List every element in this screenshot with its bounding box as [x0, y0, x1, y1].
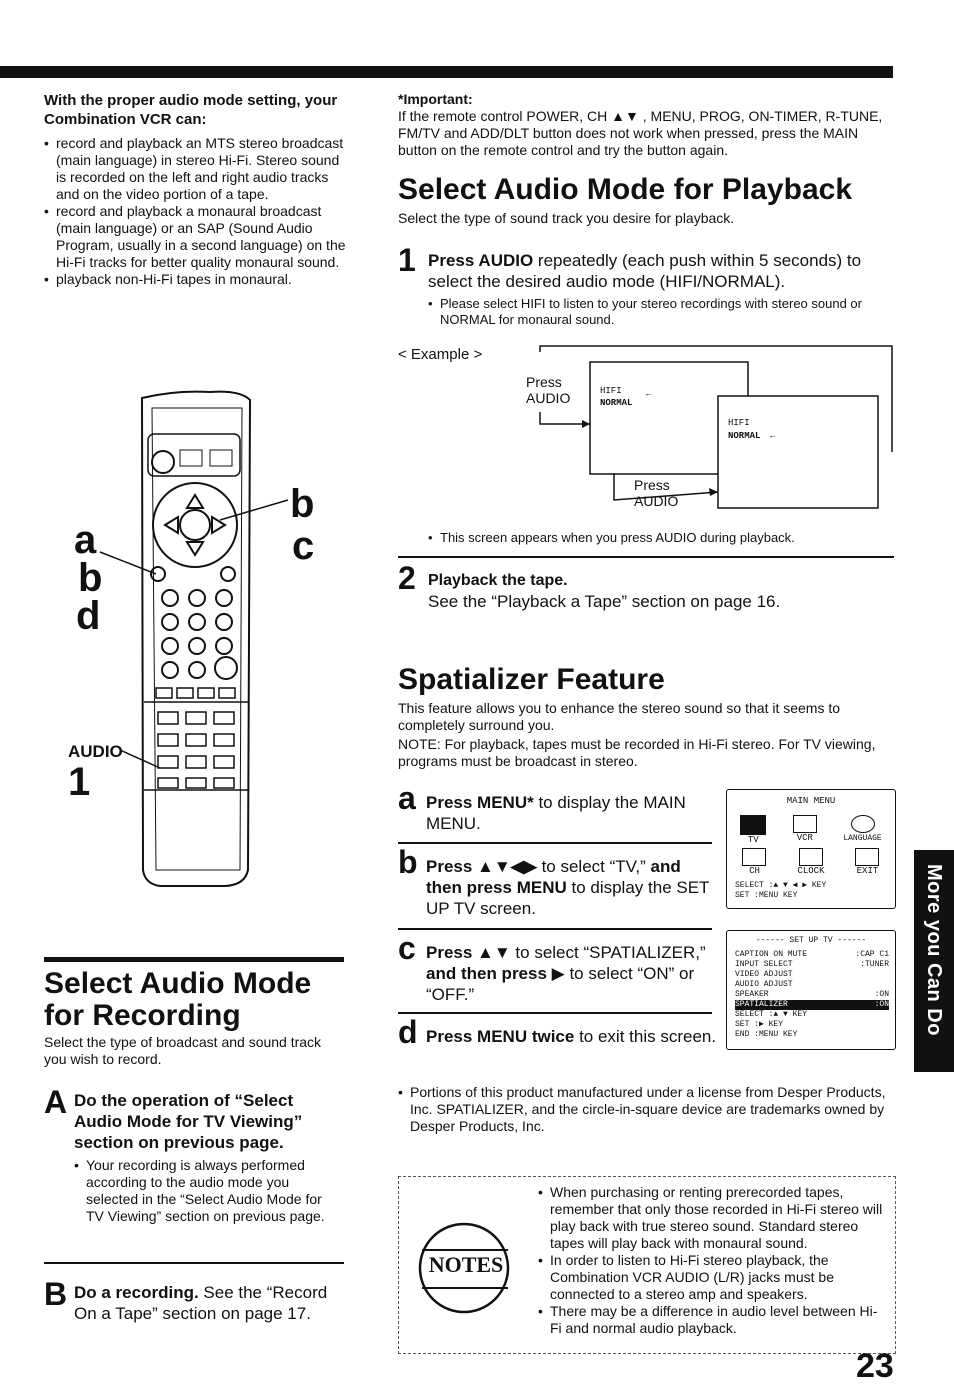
setup-row-value: :ON	[874, 990, 889, 999]
list-item: • Portions of this product manufactured under a license from Desper Products, Inc. SPATIALIZER, and the circle-in-square device are trademarks owned by Desper Products, Inc.	[398, 1084, 888, 1135]
trademark-notes	[398, 1084, 888, 1135]
spatializer-step-a-text	[426, 792, 706, 834]
remote-label-b: b	[78, 556, 103, 600]
step-b-rest-2: to display the SET UP TV screen.	[426, 878, 710, 918]
menu-item-ch	[742, 848, 766, 877]
step-1-rest: repeatedly (each push within 5 seconds) to select the desired audio mode (HIFI/NORMAL).	[428, 251, 862, 291]
remote-label-a: a	[74, 518, 97, 562]
press-audio-label-1: Press AUDIO	[526, 374, 571, 406]
setup-row-label: INPUT SELECT	[735, 960, 793, 969]
recording-description: Select the type of broadcast and sound track you wish to record.	[44, 1034, 322, 1067]
setup-row-highlighted	[735, 1000, 889, 1010]
setup-row	[735, 950, 889, 960]
step-1-number: 1	[398, 242, 416, 278]
menu-item-tv	[740, 815, 766, 846]
step-b-rest-1: to select “TV,”	[536, 857, 651, 876]
playback-title: Select Audio Mode for Playback	[398, 173, 852, 206]
step-c-bold-2: and then press	[426, 964, 547, 983]
step-c-rest-2: ▶ to select “ON” or “OFF.”	[426, 964, 695, 1004]
screen-1-normal: NORMAL	[600, 398, 633, 408]
exit-icon	[855, 848, 879, 866]
spatializer-step-c-letter: c	[398, 930, 416, 966]
step-1-notes	[428, 296, 898, 328]
main-menu-screen	[726, 789, 896, 909]
important-label: *Important:	[398, 91, 473, 107]
setup-row	[735, 990, 889, 1000]
step-a-notes	[74, 1157, 339, 1225]
divider	[398, 1012, 712, 1014]
screen-1-arrow: ←	[646, 389, 652, 399]
remote-step-one: 1	[68, 760, 91, 804]
list-item: • When purchasing or renting prerecorded tapes, remember that only those recorded in Hi-Fi stereo will play back with true stereo sound. Standard stereo tapes will play back with monaural sound.	[538, 1184, 886, 1252]
menu-item-label: VCR	[796, 833, 813, 843]
list-item: • record and playback an MTS stereo broadcast (main language) in stereo Hi-Fi. Stereo sound is recorded on the left and right audio tracks and on the video portion of a tape.	[44, 135, 349, 203]
remote-audio-label: AUDIO	[68, 742, 123, 761]
spatializer-title: Spatializer Feature	[398, 663, 665, 696]
spatializer-note: NOTE: For playback, tapes must be recorded in Hi-Fi stereo. For TV viewing, programs must be broadcast in stereo.	[398, 736, 876, 769]
menu-item-language	[843, 815, 881, 846]
setup-row-label: SPEAKER	[735, 990, 769, 999]
spatializer-description: This feature allows you to enhance the stereo sound so that it seems to completely surround you.	[398, 700, 841, 733]
setup-row	[735, 980, 889, 990]
step-1-bold: Press AUDIO	[428, 251, 534, 270]
menu-item-vcr	[793, 815, 817, 846]
list-item: • Your recording is always performed according to the audio mode you selected in the “Select Audio Mode for TV Viewing” section on previous page.	[74, 1157, 339, 1225]
divider	[398, 842, 712, 844]
step-a-text: Do the operation of “Select Audio Mode for TV Viewing” section on previous page.	[74, 1091, 303, 1152]
step-2-bold: Playback the tape.	[428, 572, 568, 589]
divider	[398, 928, 712, 930]
menu-item-label: LANGUAGE	[843, 834, 882, 843]
tv-icon	[740, 815, 766, 835]
menu-item-label: TV	[747, 835, 759, 845]
side-tab-label: More you Can Do	[923, 864, 945, 1036]
list-item: • This screen appears when you press AUDIO during playback.	[428, 530, 898, 546]
example-label-text: < Example >	[398, 346, 483, 363]
main-menu-set-hint: SET :MENU KEY	[735, 891, 798, 900]
notes-label: NOTES	[428, 1252, 504, 1277]
step-2-number: 2	[398, 560, 416, 596]
remote-control-illustration	[60, 390, 350, 890]
screen-2-hifi: HIFI	[728, 418, 750, 428]
notes-list	[538, 1184, 886, 1337]
setup-row-label: VIDEO ADJUST	[735, 970, 793, 979]
list-item: • There may be a difference in audio level between Hi-Fi and normal audio playback.	[538, 1303, 886, 1337]
section-side-tab	[914, 850, 954, 1072]
press-audio-label-2: Press AUDIO	[634, 477, 679, 509]
spatializer-step-c-text	[426, 942, 718, 1005]
spatializer-step-d-text	[426, 1026, 718, 1047]
vcr-icon	[793, 815, 817, 833]
recording-title: Select Audio Mode for Recording	[44, 967, 312, 1032]
remote-label-right-b: b	[290, 482, 315, 526]
setup-end-hint: END :MENU KEY	[735, 1030, 798, 1039]
step-a-letter: A	[44, 1084, 68, 1120]
step-a-bold: Press MENU*	[426, 793, 534, 812]
step-b-bold-1: Press ▲▼◀▶	[426, 857, 537, 876]
setup-menu-list	[735, 950, 889, 1040]
important-note	[398, 91, 888, 159]
list-item: • In order to listen to Hi-Fi stereo playback, the Combination VCR AUDIO (L/R) jacks must be connected to a stereo amp and speakers.	[538, 1252, 886, 1303]
main-menu-row-2	[727, 848, 895, 877]
step-d-bold: Press MENU twice	[426, 1027, 575, 1046]
step-b-bold-2: and then press MENU	[426, 857, 681, 897]
setup-row-label: SPATIALIZER	[735, 1000, 788, 1009]
example-diagram	[510, 340, 900, 520]
step-b-text	[74, 1282, 344, 1324]
top-bar	[0, 66, 893, 78]
step-2-text: See the “Playback a Tape” section on page 16.	[428, 592, 781, 611]
setup-tv-screen	[726, 930, 896, 1050]
step-b-letter: B	[44, 1276, 68, 1312]
step-b-rest: See the “Record On a Tape” section on page 17.	[74, 1283, 328, 1323]
remote-label-right-c: c	[292, 524, 315, 568]
setup-set-hint: SET :▶ KEY	[735, 1020, 784, 1029]
main-menu-title: MAIN MENU	[786, 796, 836, 806]
important-text: If the remote control POWER, CH ▲▼ , MENU, PROG, ON-TIMER, R-TUNE, FM/TV and ADD/DLT button does not work when pressed, press the MAIN button on the remote control and try the button again.	[398, 108, 883, 158]
menu-item-clock	[797, 848, 824, 877]
step-1-text	[428, 250, 908, 292]
spatializer-step-a-letter: a	[398, 780, 416, 816]
setup-row-label: CAPTION ON MUTE	[735, 950, 808, 959]
step-b-bold: Do a recording.	[74, 1283, 199, 1302]
spatializer-step-b-letter: b	[398, 844, 418, 880]
setup-row-label: AUDIO ADJUST	[735, 980, 793, 989]
screen-2-normal: NORMAL	[728, 431, 761, 441]
step-c-bold-1: Press ▲▼	[426, 943, 511, 962]
setup-row-value: :CAP C1	[855, 950, 889, 959]
setup-row-value: :ON	[874, 1000, 889, 1009]
clock-icon	[799, 848, 823, 866]
step-d-rest: to exit this screen.	[574, 1027, 717, 1046]
antenna-icon	[742, 848, 766, 866]
menu-item-exit	[855, 848, 879, 877]
menu-item-label: CLOCK	[797, 866, 825, 876]
list-item: • record and playback a monaural broadcast (main language) or an SAP (Sound Audio Program, usually in a second language) on the Hi-Fi tracks for better quality monaural sound.	[44, 203, 349, 271]
menu-item-label: CH	[749, 866, 760, 876]
language-icon	[851, 815, 875, 833]
list-item: • playback non-Hi-Fi tapes in monaural.	[44, 271, 349, 288]
divider	[44, 957, 344, 962]
example-label	[398, 346, 482, 363]
divider	[44, 1262, 344, 1264]
main-menu-row-1	[727, 815, 895, 846]
setup-row-value: :TUNER	[860, 960, 889, 969]
step-a-rest: to display the MAIN MENU.	[426, 793, 686, 833]
screen-2-arrow: ←	[770, 431, 776, 441]
page-number: 23	[856, 1347, 894, 1385]
step-c-rest-1: to select “SPATIALIZER,”	[510, 943, 706, 962]
setup-row	[735, 970, 889, 980]
screen-1-hifi: HIFI	[600, 386, 622, 396]
main-menu-select-hint: SELECT :▲ ▼ ◀ ▶ KEY	[735, 881, 827, 890]
menu-item-label: EXIT	[856, 866, 879, 876]
spatializer-step-b-text	[426, 856, 718, 919]
left-intro	[44, 91, 349, 288]
setup-menu-title: ------ SET UP TV ------	[755, 936, 867, 945]
intro-heading: With the proper audio mode setting, your Combination VCR can:	[44, 92, 338, 128]
intro-list	[44, 135, 349, 288]
remote-label-d: d	[76, 594, 101, 638]
divider	[398, 556, 894, 558]
example-notes	[428, 530, 898, 546]
playback-description: Select the type of sound track you desire for playback.	[398, 210, 735, 226]
list-item: • Please select HIFI to listen to your stereo recordings with stereo sound or NORMAL for monaural sound.	[428, 296, 898, 328]
spatializer-step-d-letter: d	[398, 1014, 418, 1050]
setup-select-hint: SELECT :▲ ▼ KEY	[735, 1010, 808, 1019]
setup-row	[735, 960, 889, 970]
